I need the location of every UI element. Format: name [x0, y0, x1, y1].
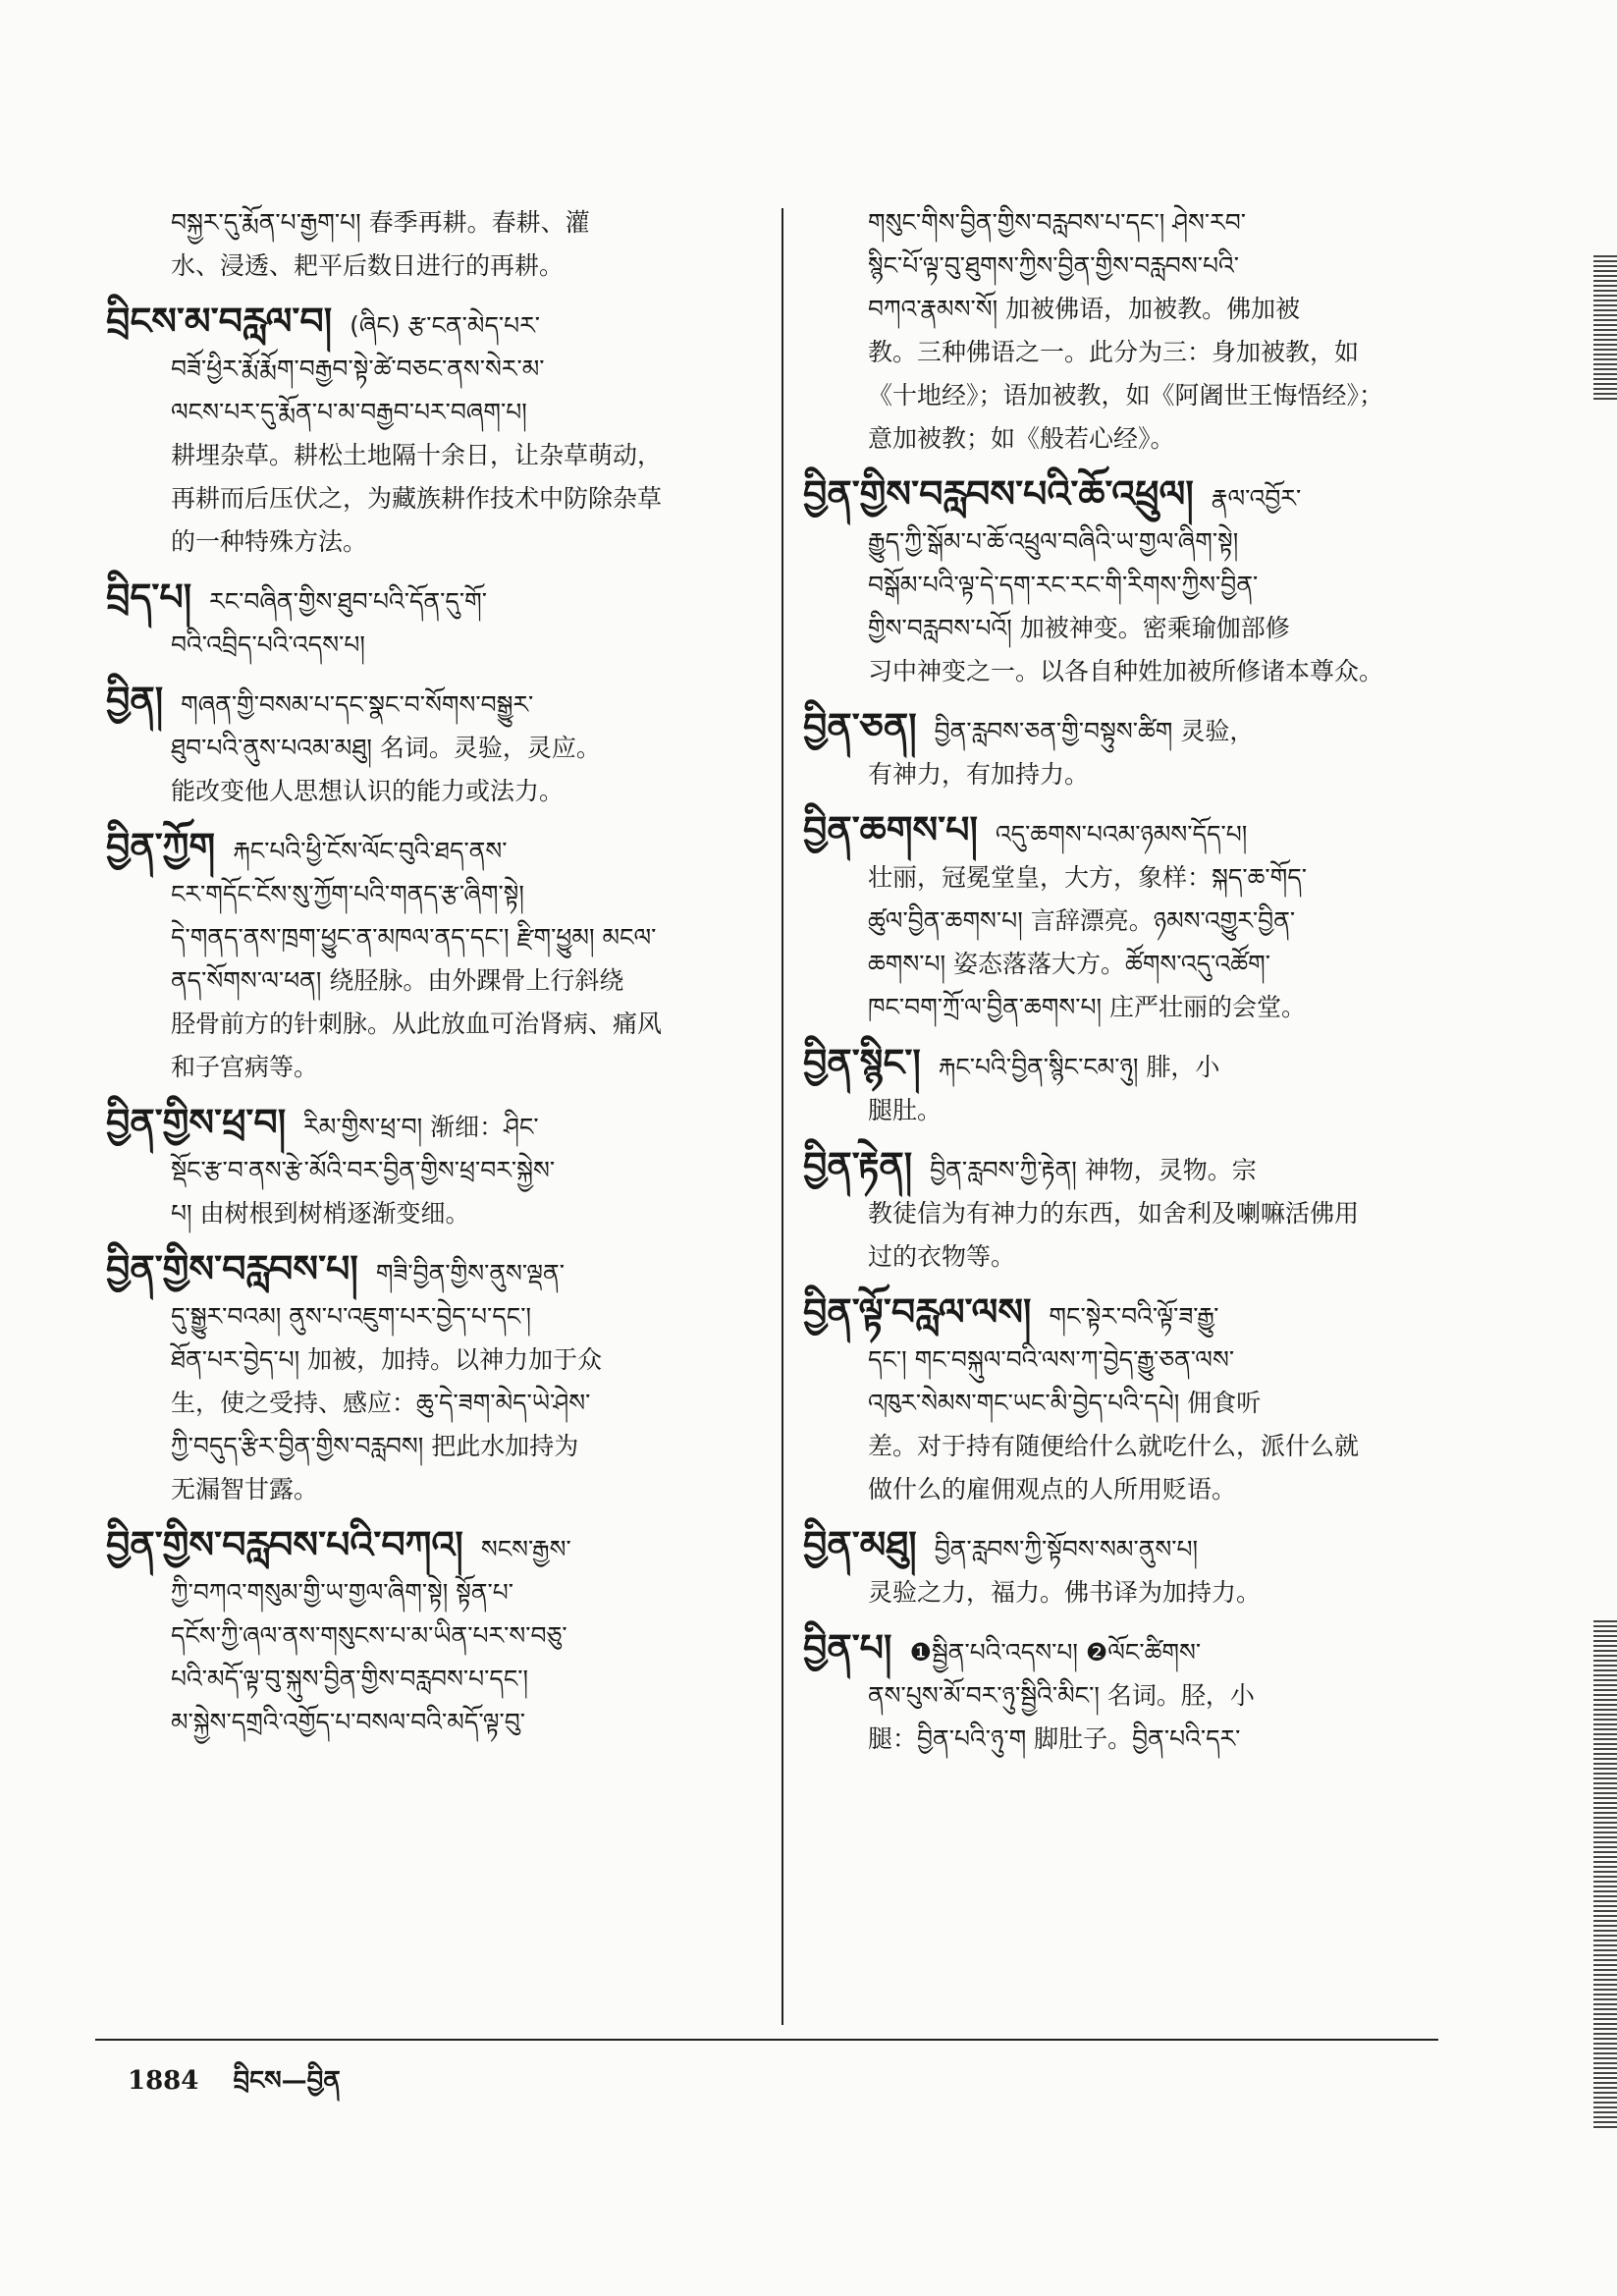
dictionary-entry — [803, 1622, 1457, 1761]
entry-line: འདུ་ཆགས་པའམ་ཉམས་དོད་པ། — [995, 820, 1248, 848]
entry-line: རྣལ་འབྱོར་ — [1211, 484, 1302, 513]
entry-line: དུ་སྒྱུར་བའམ། ནུས་པ་འཇུག་པར་བྱེད་པ་དང་། — [171, 1302, 531, 1331]
entry-line: ནས་པུས་མོ་བར་ཉུ་སྦྱིའི་མིང་། 名词。胫，小 — [868, 1681, 1255, 1710]
entry-line: 的一种特殊方法。 — [171, 527, 368, 556]
dictionary-entry — [106, 821, 748, 1089]
scan-edge-mark — [1593, 255, 1617, 403]
dictionary-entry — [803, 1037, 1457, 1132]
entry-headword: བྱིན་གྱིས་བརླབས་པའི་བཀའ། — [106, 1522, 463, 1566]
entry-line: ལངས་པར་དུ་རྨོན་པ་མ་བརྒྱབ་པར་བཞག་པ། — [171, 398, 527, 426]
page-footer — [128, 2052, 366, 2124]
dictionary-entry — [803, 1286, 1457, 1511]
entry-line: བའི་འབྲིད་པའི་འདས་པ། — [171, 630, 365, 659]
entry-line: རང་བཞིན་གྱིས་ཐུབ་པའི་དོན་དུ་གོ་ — [209, 587, 487, 616]
entry-line: གང་སྟེར་བའི་ལྟོ་ཟ་རྒྱུ་ — [1049, 1302, 1219, 1331]
entry-headword: བྱིན་སྙིང་། — [803, 1040, 921, 1084]
page-range: བྲིངས—བྱིན — [233, 2066, 341, 2096]
entry-line: གསུང་གིས་བྱིན་གྱིས་བརླབས་པ་དང་། ཤེས་རབ་ — [868, 208, 1246, 237]
entry-headword: བྱིན། — [106, 678, 164, 722]
entry-line: ཁང་བག་ཀྲོ་ལ་བྱིན་ཆགས་པ། 庄严壮丽的会堂。 — [868, 993, 1307, 1021]
column-divider — [782, 208, 783, 2025]
entry-line: ཐུབ་པའི་ནུས་པའམ་མཐུ། 名词。灵验，灵应。 — [171, 734, 601, 762]
dictionary-entry — [807, 201, 1457, 461]
entry-line: རིམ་གྱིས་ཕྲ་བ། 渐细：ཤིང་ — [303, 1113, 539, 1141]
entry-line: 生，使之受持、感应：ཆུ་དེ་ཟག་མེད་ཡེ་ཤེས་ — [171, 1389, 591, 1417]
dictionary-entry — [106, 296, 748, 564]
left-column — [106, 201, 748, 1752]
entry-headword: བྱིན་གྱིས་བརླབས་པ། — [106, 1246, 358, 1290]
entry-line: 耕埋杂草。耕松土地隔十余日，让杂草萌动， — [171, 441, 663, 469]
entry-line: 教徒信为有神力的东西，如舍利及喇嘛活佛用 — [868, 1199, 1360, 1228]
entry-line: དེ་གནད་ནས་ཁྲག་ཕྱུང་ན་མཁལ་ནད་དང་། རྫིག་ཕྱུམ། མངལ་ — [171, 923, 657, 952]
dictionary-entry — [803, 701, 1457, 796]
entry-line: 意加被教；如《般若心经》。 — [868, 424, 1175, 453]
dictionary-entry — [106, 1519, 748, 1744]
entry-headword: བྱིན་པ། — [803, 1625, 892, 1669]
entry-line: 无漏智甘露。 — [171, 1475, 319, 1503]
dictionary-entry — [803, 804, 1457, 1029]
entry-line: ཐོན་པར་བྱེད་པ། 加被，加持。以神力加于众 — [171, 1345, 603, 1374]
entry-line: རྐང་པའི་ཕྱི་ངོས་ལོང་བུའི་ཐད་ནས་ — [233, 837, 508, 865]
entry-headword: བྱིན་མཐུ། — [803, 1522, 917, 1566]
entry-line: གཟི་བྱིན་གྱིས་ནུས་ལྡན་ — [375, 1259, 565, 1287]
entry-line: ཀྱི་བཀའ་གསུམ་གྱི་ཡ་གྱལ་ཞིག་སྟེ། སྟོན་པ་ — [171, 1578, 514, 1607]
entry-line: (ཞིང) རྩ་ངན་མེད་པར་ — [350, 311, 541, 340]
scan-edge-mark — [1593, 1620, 1617, 2131]
entry-line: 腿肚。 — [868, 1096, 943, 1124]
entry-line: 能改变他人思想认识的能力或法力。 — [171, 777, 565, 805]
entry-line: 教。三种佛语之一。此分为三：身加被教，如 — [868, 338, 1360, 366]
entry-line: མ་སྐྱེས་དགྲའི་འགྱོད་པ་བསལ་བའི་མདོ་ལྟ་བུ་ — [171, 1708, 526, 1736]
entry-line: གཞན་གྱི་བསམ་པ་དང་སྣང་བ་སོགས་བསྒྱུར་ — [181, 690, 534, 719]
entry-line: 壮丽，冠冕堂皇，大方，象样：སྐད་ཆ་གོད་ — [868, 863, 1307, 892]
entry-line: རྒྱུད་ཀྱི་སྒོམ་པ་ཆོ་འཕྲུལ་བཞིའི་ཡ་གྱལ་ཞིག་སྟེ། — [868, 527, 1239, 556]
entry-line: བསྐྱར་དུ་རྨོན་པ་རྒྱག་པ། 春季再耕。春耕、灌 — [171, 208, 590, 237]
entry-line: 水、浸透、耙平后数日进行的再耕。 — [171, 251, 565, 280]
dictionary-entry — [106, 572, 748, 667]
entry-headword: བྲིད་པ། — [106, 574, 192, 619]
entry-line: 胫骨前方的针刺脉。从此放血可治肾病、痛风 — [171, 1010, 663, 1038]
dictionary-entry — [803, 468, 1457, 693]
entry-headword: བྱིན་གྱིས་བརླབས་པའི་ཆོ་འཕྲུལ། — [803, 471, 1194, 516]
entry-line: 再耕而后压伏之，为藏族耕作技术中防除杂草 — [171, 484, 663, 513]
entry-line: 差。对于持有随便给什么就吃什么，派什么就 — [868, 1432, 1360, 1460]
entry-headword: བྱིན་རྟེན། — [803, 1143, 913, 1187]
entry-headword: བྱིན་ལྟོ་བརླལ་ལས། — [803, 1289, 1032, 1334]
entry-line: ནད་སོགས་ལ་ཕན། 绕胫脉。由外踝骨上行斜绕 — [171, 966, 624, 995]
entry-line: 和子宫病等。 — [171, 1053, 319, 1081]
entry-line: སྙིང་པོ་ལྟ་བུ་ཐུགས་ཀྱིས་བྱིན་གྱིས་བརླབས་པའི་ — [868, 251, 1239, 280]
entry-line: 习中神变之一。以各自种姓加被所修诸本尊众。 — [868, 657, 1384, 685]
dictionary-entry — [110, 201, 748, 288]
entry-line: 有神力，有加持力。 — [868, 760, 1090, 789]
entry-headword: བྱིན་ཀྱོག — [106, 824, 216, 868]
entry-headword: བྱིན་ཆགས་པ། — [803, 807, 978, 851]
dictionary-entry — [803, 1519, 1457, 1614]
entry-line: 《十地经》；语加被教，如《阿阇世王悔悟经》； — [868, 381, 1384, 410]
dictionary-entry — [106, 1097, 748, 1235]
dictionary-entry — [106, 1243, 748, 1511]
entry-line: སངས་རྒྱས་ — [480, 1535, 571, 1563]
right-column — [803, 201, 1457, 1769]
entry-line: སྡོང་རྩ་བ་ནས་རྩེ་མོའི་བར་བྱིན་གྱིས་ཕྲ་བར་སྐྱེས་ — [171, 1156, 556, 1184]
entry-line: བྱིན་རླབས་ཀྱི་རྟེན། 神物，灵物。宗 — [930, 1156, 1257, 1184]
entry-line: 做什么的雇佣观点的人所用贬语。 — [868, 1475, 1237, 1503]
entry-line: པའི་མདོ་ལྟ་བུ་སྐུས་བྱིན་གྱིས་བརླབས་པ་དང་། — [171, 1665, 529, 1693]
entry-headword: བྱིན་ཅན། — [803, 704, 917, 748]
entry-line: བསྒོམ་པའི་ལྟ་དེ་དག་རང་རང་གི་རིགས་ཀྱིས་བྱིན་ — [868, 571, 1259, 599]
entry-line: ཆགས་པ། 姿态落落大方。ཚོགས་འདུ་འཚོག་ — [868, 950, 1270, 978]
entry-line: བཀའ་རྣམས་སོ། 加被佛语，加被教。佛加被 — [868, 295, 1301, 323]
dictionary-entry — [803, 1140, 1457, 1279]
entry-line: ངར་གདོང་ངོས་སུ་ཀྱོག་པའི་གནད་རྩ་ཞིག་སྟེ། — [171, 880, 524, 908]
entry-line: ❶སྦྱིན་པའི་འདས་པ། ❷ལོང་ཚིགས་ — [909, 1638, 1202, 1667]
dictionary-entry — [106, 675, 748, 813]
footer-rule — [95, 2039, 1438, 2041]
entry-line: 灵验之力，福力。佛书译为加持力。 — [868, 1578, 1262, 1607]
entry-line: བྱིན་རླབས་ཀྱི་སྟོབས་སམ་ནུས་པ། — [934, 1535, 1199, 1563]
entry-line: བཟོ་ཕྱིར་རྨོ་རྨོག་བརྒྱབ་སྟེ་ཚེ་བཅང་ནས་སེར་མ་ — [171, 355, 545, 383]
entry-line: ཀྱི་བདུད་རྩིར་བྱིན་གྱིས་བརླབས། 把此水加持为 — [171, 1432, 579, 1460]
entry-line: 腿：བྱིན་པའི་ཉུ་ག 脚肚子。བྱིན་པའི་དར་ — [868, 1724, 1241, 1753]
entry-line: གྱིས་བརླབས་པའོ། 加被神变。密乘瑜伽部修 — [868, 614, 1290, 642]
page-number: 1884 — [128, 2066, 199, 2096]
entry-line: འཁུར་སེམས་གང་ཡང་མི་བྱེད་པའི་དཔེ། 佣食听 — [868, 1389, 1262, 1417]
entry-line: རྐང་པའི་བྱིན་སྙིང་ངམ་ཉུ། 腓，小 — [938, 1053, 1220, 1081]
entry-line: 过的衣物等。 — [868, 1242, 1016, 1271]
entry-line: དངོས་ཀྱི་ཞལ་ནས་གསུངས་པ་མ་ཡིན་པར་ས་བཅུ་ — [171, 1621, 567, 1650]
entry-line: བྱིན་རླབས་ཅན་གྱི་བསྟུས་ཚིག 灵验， — [934, 717, 1255, 745]
entry-headword: བྲིངས་མ་བརླལ་བ། — [106, 299, 333, 343]
entry-line: ཚུལ་བྱིན་ཆགས་པ། 言辞漂亮。ཉམས་འགྱུར་བྱིན་ — [868, 906, 1296, 935]
entry-headword: བྱིན་གྱིས་ཕྲ་བ། — [106, 1100, 287, 1144]
entry-line: པ། 由树根到树梢逐渐变细。 — [171, 1199, 470, 1228]
entry-line: དང་། གང་བསྐུལ་བའི་ལས་ཀ་བྱེད་རྒྱུ་ཅན་ལས་ — [868, 1345, 1235, 1374]
